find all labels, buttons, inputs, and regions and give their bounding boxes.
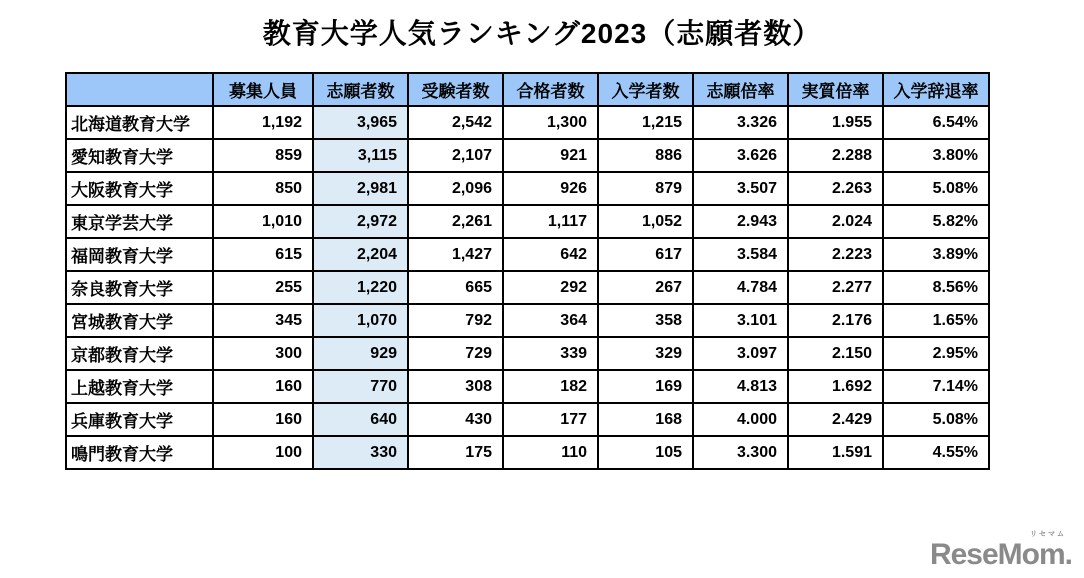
value-cell: 1,010: [213, 205, 313, 238]
value-cell: 292: [503, 271, 598, 304]
value-cell: 4.000: [693, 403, 788, 436]
value-cell: 2,096: [408, 172, 503, 205]
value-cell: 430: [408, 403, 503, 436]
value-cell: 100: [213, 436, 313, 469]
university-name: 愛知教育大学: [66, 139, 213, 172]
value-cell: 255: [213, 271, 313, 304]
value-cell: 168: [598, 403, 693, 436]
value-cell: 2.95%: [883, 337, 989, 370]
value-cell: 2.429: [788, 403, 883, 436]
value-cell: 770: [313, 370, 408, 403]
value-cell: 640: [313, 403, 408, 436]
table-row: [66, 172, 989, 205]
value-cell: 1.692: [788, 370, 883, 403]
value-cell: 345: [213, 304, 313, 337]
value-cell: 7.14%: [883, 370, 989, 403]
value-cell: 2.288: [788, 139, 883, 172]
ranking-table: [65, 72, 990, 470]
value-cell: 110: [503, 436, 598, 469]
logo-wordmark: ReseMom.: [929, 538, 1072, 571]
column-header: 実質倍率: [788, 73, 883, 106]
value-cell: 3.626: [693, 139, 788, 172]
value-cell: 5.82%: [883, 205, 989, 238]
value-cell: 175: [408, 436, 503, 469]
table-row: [66, 238, 989, 271]
value-cell: 879: [598, 172, 693, 205]
table-row: [66, 139, 989, 172]
value-cell: 182: [503, 370, 598, 403]
value-cell: 642: [503, 238, 598, 271]
value-cell: 6.54%: [883, 106, 989, 139]
value-cell: 1,427: [408, 238, 503, 271]
value-cell: 2,261: [408, 205, 503, 238]
value-cell: 926: [503, 172, 598, 205]
value-cell: 364: [503, 304, 598, 337]
table-row: [66, 403, 989, 436]
value-cell: 358: [598, 304, 693, 337]
university-name: 北海道教育大学: [66, 106, 213, 139]
column-header: 入学者数: [598, 73, 693, 106]
value-cell: 329: [598, 337, 693, 370]
table-row: [66, 436, 989, 469]
university-name: 福岡教育大学: [66, 238, 213, 271]
logo-ruby-text: リセマム: [1030, 531, 1066, 538]
table-row: [66, 271, 989, 304]
table-row: [66, 370, 989, 403]
value-cell: 160: [213, 403, 313, 436]
value-cell: 308: [408, 370, 503, 403]
table-row: [66, 205, 989, 238]
value-cell: 886: [598, 139, 693, 172]
table-row: [66, 304, 989, 337]
value-cell: 267: [598, 271, 693, 304]
value-cell: 1,052: [598, 205, 693, 238]
header-row: [66, 73, 989, 106]
value-cell: 2.263: [788, 172, 883, 205]
value-cell: 850: [213, 172, 313, 205]
value-cell: 3.300: [693, 436, 788, 469]
value-cell: 665: [408, 271, 503, 304]
value-cell: 1,070: [313, 304, 408, 337]
university-name: 兵庫教育大学: [66, 403, 213, 436]
column-header: 受験者数: [408, 73, 503, 106]
value-cell: 1,300: [503, 106, 598, 139]
column-header: 入学辞退率: [883, 73, 989, 106]
value-cell: 3.507: [693, 172, 788, 205]
column-header: 合格者数: [503, 73, 598, 106]
value-cell: 3.584: [693, 238, 788, 271]
value-cell: 339: [503, 337, 598, 370]
university-name: 鳴門教育大学: [66, 436, 213, 469]
value-cell: 1,215: [598, 106, 693, 139]
value-cell: 1,220: [313, 271, 408, 304]
value-cell: 8.56%: [883, 271, 989, 304]
value-cell: 3.097: [693, 337, 788, 370]
value-cell: 2,981: [313, 172, 408, 205]
university-name: 奈良教育大学: [66, 271, 213, 304]
resemom-logo: [930, 531, 1072, 570]
table-row: [66, 337, 989, 370]
university-name: 東京学芸大学: [66, 205, 213, 238]
value-cell: 1,192: [213, 106, 313, 139]
value-cell: 3.326: [693, 106, 788, 139]
value-cell: 1.591: [788, 436, 883, 469]
value-cell: 615: [213, 238, 313, 271]
university-name: 京都教育大学: [66, 337, 213, 370]
value-cell: 2.024: [788, 205, 883, 238]
column-header: 志願者数: [313, 73, 408, 106]
value-cell: 3.101: [693, 304, 788, 337]
value-cell: 859: [213, 139, 313, 172]
value-cell: 3,965: [313, 106, 408, 139]
corner-cell: [66, 73, 213, 106]
value-cell: 4.784: [693, 271, 788, 304]
value-cell: 4.55%: [883, 436, 989, 469]
value-cell: 330: [313, 436, 408, 469]
value-cell: 177: [503, 403, 598, 436]
value-cell: 2,204: [313, 238, 408, 271]
value-cell: 2,542: [408, 106, 503, 139]
value-cell: 792: [408, 304, 503, 337]
value-cell: 1.955: [788, 106, 883, 139]
university-name: 宮城教育大学: [66, 304, 213, 337]
value-cell: 2,972: [313, 205, 408, 238]
value-cell: 169: [598, 370, 693, 403]
value-cell: 5.08%: [883, 403, 989, 436]
column-header: 募集人員: [213, 73, 313, 106]
value-cell: 4.813: [693, 370, 788, 403]
page-title: 教育大学人気ランキング2023（志願者数）: [262, 18, 822, 49]
university-name: 上越教育大学: [66, 370, 213, 403]
value-cell: 617: [598, 238, 693, 271]
value-cell: 729: [408, 337, 503, 370]
column-header: 志願倍率: [693, 73, 788, 106]
value-cell: 160: [213, 370, 313, 403]
table-row: [66, 106, 989, 139]
value-cell: 3,115: [313, 139, 408, 172]
value-cell: 2.150: [788, 337, 883, 370]
value-cell: 2.176: [788, 304, 883, 337]
value-cell: 1,117: [503, 205, 598, 238]
value-cell: 1.65%: [883, 304, 989, 337]
table-body: [66, 106, 989, 469]
value-cell: 929: [313, 337, 408, 370]
value-cell: 2.223: [788, 238, 883, 271]
value-cell: 105: [598, 436, 693, 469]
university-name: 大阪教育大学: [66, 172, 213, 205]
value-cell: 2.943: [693, 205, 788, 238]
value-cell: 5.08%: [883, 172, 989, 205]
value-cell: 3.89%: [883, 238, 989, 271]
value-cell: 921: [503, 139, 598, 172]
value-cell: 2.277: [788, 271, 883, 304]
value-cell: 2,107: [408, 139, 503, 172]
value-cell: 300: [213, 337, 313, 370]
value-cell: 3.80%: [883, 139, 989, 172]
